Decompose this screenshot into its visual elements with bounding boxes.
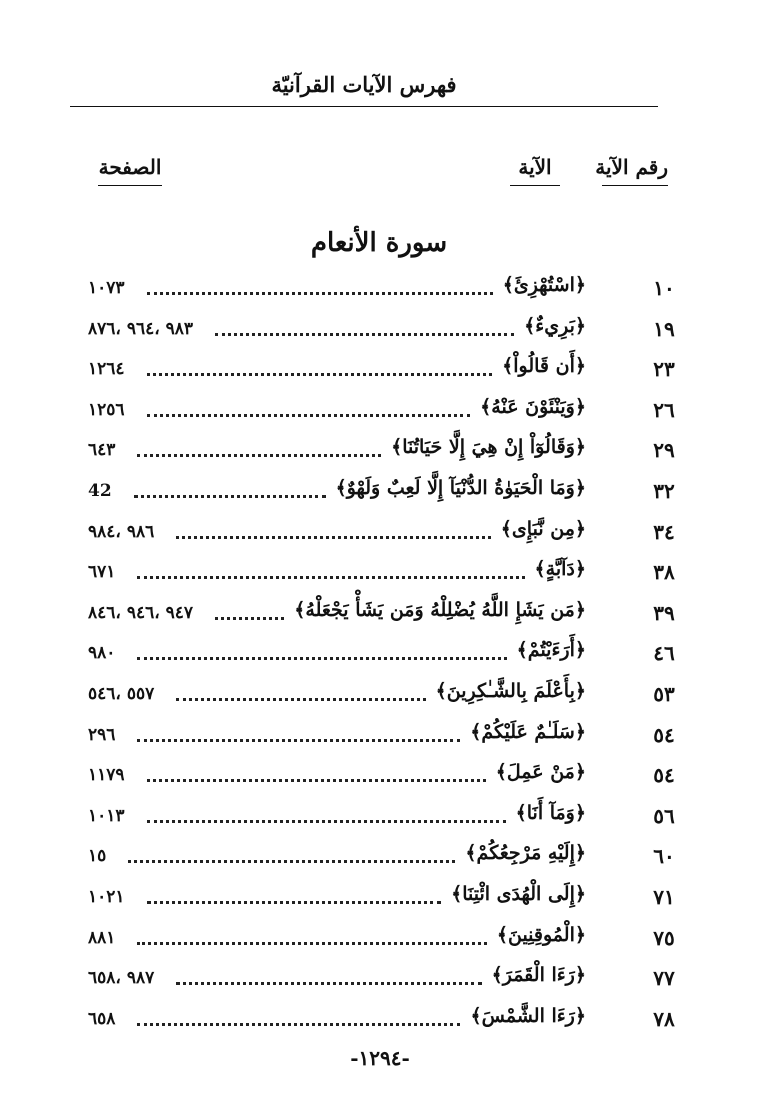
dot-leader — [137, 739, 460, 742]
index-row — [88, 717, 690, 753]
dot-leader — [137, 454, 381, 457]
ayah-number: ٤٦ — [653, 641, 675, 666]
ayah-number: ٦٠ — [653, 844, 675, 869]
page-references: ١٢٥٦ — [88, 399, 125, 420]
index-row — [88, 879, 690, 915]
dot-leader — [134, 495, 326, 498]
dot-leader — [128, 860, 455, 863]
ayah-number: ٧٥ — [653, 925, 675, 950]
ayah-text: ﴿مَنْ عَمِلَ﴾ — [492, 761, 586, 783]
page-references: ٦٧١ — [88, 562, 116, 583]
index-row — [88, 392, 690, 428]
ayah-text: ﴿مِن نَّبَإِى﴾ — [497, 518, 586, 540]
dot-leader — [147, 292, 493, 295]
dot-leader — [176, 698, 426, 701]
ayah-number: ١٩ — [653, 316, 675, 341]
ayah-number: ٣٢ — [653, 479, 675, 503]
page-references: ٥٥٧ ،٥٤٦ — [88, 684, 155, 704]
ayah-text: ﴿وَقَالُوٓاْ إِنْ هِيَ إِلَّا حَيَاتُنَا﴾ — [387, 436, 586, 458]
index-row — [88, 960, 690, 996]
index-row — [88, 311, 690, 347]
page-references: ٩٤٧ ،٩٤٦ ،٨٤٦ — [88, 602, 194, 623]
ayah-text: ﴿وَيَنْئَوْنَ عَنْهُ﴾ — [476, 396, 586, 418]
ayah-number: ١٠ — [653, 276, 675, 300]
page-number: -١٢٩٤- — [350, 1046, 410, 1070]
ayah-number: ٧٨ — [653, 1006, 675, 1031]
ayah-text: ﴿إِلَيْهِ مَرْجِعُكُمْ﴾ — [461, 842, 586, 864]
index-row — [88, 635, 690, 671]
ayah-number: ٢٩ — [653, 438, 675, 463]
dot-leader — [147, 373, 492, 376]
page-references: ١٥ — [88, 846, 107, 867]
dot-leader — [137, 1023, 460, 1026]
ayah-text: ﴿رَءَا الْقَمَرَ﴾ — [488, 964, 586, 986]
column-header-ayah-number — [595, 155, 668, 186]
page-references: ٩٨٠ — [88, 643, 116, 664]
ayah-text: ﴿اسْتُهْزِئَ﴾ — [499, 274, 586, 296]
index-row — [88, 676, 690, 712]
column-header-underline — [98, 185, 162, 186]
ayah-text: ﴿بَرِيءٌ﴾ — [520, 315, 586, 337]
ayah-number: ٥٤ — [653, 722, 675, 747]
dot-leader — [137, 942, 487, 945]
index-row — [88, 473, 690, 509]
ayah-number: ٣٤ — [653, 519, 675, 544]
ayah-number: ٧٧ — [653, 966, 675, 991]
page-references: ١١٧٩ — [88, 765, 125, 786]
dot-leader — [137, 657, 507, 660]
index-row — [88, 1001, 690, 1037]
index-row — [88, 838, 690, 874]
ayah-text: ﴿وَمَآ أَنَا﴾ — [512, 802, 586, 824]
dot-leader — [176, 982, 482, 985]
dot-leader — [147, 901, 441, 904]
ayah-text: ﴿دَآبَّةٍ﴾ — [531, 558, 586, 580]
dot-leader — [147, 414, 470, 417]
column-header-underline — [602, 185, 668, 186]
page-references: ٦٤٣ — [88, 440, 116, 461]
index-row — [88, 351, 690, 387]
ayah-text: ﴿بِأَعْلَمَ بِالشَّـٰكِرِينَ﴾ — [432, 680, 586, 702]
column-header-underline — [510, 185, 560, 186]
header-rule — [70, 106, 658, 107]
dot-leader — [137, 576, 525, 579]
page-references: ١٠١٣ — [88, 805, 125, 826]
ayah-number: ٥٣ — [653, 682, 675, 706]
dot-leader — [176, 536, 491, 539]
column-header-page — [98, 155, 162, 186]
page-references: ٩٨٦ ،٩٨٤ — [88, 521, 155, 542]
column-header-ayah-number-label: رقم الآية — [595, 155, 668, 179]
column-header-page-label: الصفحة — [98, 155, 162, 179]
index-row — [88, 432, 690, 468]
dot-leader — [215, 333, 514, 336]
page-references: ٩٨٣ ،٩٦٤ ،٨٧٦ — [88, 318, 194, 339]
page-references: ٢٩٦ — [88, 724, 116, 745]
page-references: ١٢٦٤ — [88, 359, 125, 380]
ayah-text: ﴿رَءَا الشَّمْسَ﴾ — [467, 1005, 587, 1027]
ayah-number: ٢٣ — [653, 357, 675, 382]
dot-leader — [215, 617, 284, 620]
column-header-ayah — [510, 155, 560, 186]
page-references: ٩٨٧ ،٦٥٨ — [88, 968, 155, 989]
ayah-number: ٣٩ — [653, 600, 675, 625]
page-references: ١٠٢١ — [88, 887, 125, 907]
page-references: ٦٥٨ — [88, 1008, 116, 1029]
ayah-number: ٣٨ — [653, 560, 675, 585]
ayah-number: ٧١ — [653, 885, 675, 909]
dot-leader — [147, 820, 506, 823]
index-row — [88, 554, 690, 590]
ayah-number: ٢٦ — [653, 397, 675, 422]
ayah-number: ٥٦ — [653, 803, 675, 828]
page-references: ١٠٧٣ — [88, 278, 125, 298]
ayah-text: ﴿الْمُوقِنِينَ﴾ — [493, 924, 586, 946]
ayah-text: ﴿وَمَا الْحَيَوٰةُ الدُّنْيَآ إِلَّا لَعِبٌ وَلَهْوٌ﴾ — [332, 477, 586, 499]
index-row — [88, 595, 690, 631]
index-row — [88, 757, 690, 793]
ayah-number: ٥٤ — [653, 763, 675, 788]
index-row — [88, 798, 690, 834]
page-references: ٨٨١ — [88, 927, 116, 948]
ayah-text: ﴿أَرَءَيْتُمْ﴾ — [513, 639, 586, 661]
column-header-ayah-label: الآية — [518, 155, 552, 179]
index-row — [88, 920, 690, 956]
ayah-text: ﴿سَلَـٰمٌ عَلَيْكُمْ﴾ — [466, 721, 586, 743]
ayah-text: ﴿أَن قَالُواْ﴾ — [498, 355, 586, 377]
running-head: فهرس الآيات القرآنيّة — [271, 72, 457, 97]
surah-title: سورة الأنعام — [310, 228, 448, 258]
ayah-text: ﴿إِلَى الْهُدَى ائْتِنَا﴾ — [447, 883, 586, 905]
ayah-text: ﴿مَن يَشَإِ اللَّهُ يُضْلِلْهُ وَمَن يَشَأْ يَجْعَلْهُ﴾ — [290, 599, 586, 621]
index-row — [88, 270, 690, 306]
index-row — [88, 514, 690, 550]
page-references: 42 — [88, 481, 112, 501]
dot-leader — [147, 779, 486, 782]
